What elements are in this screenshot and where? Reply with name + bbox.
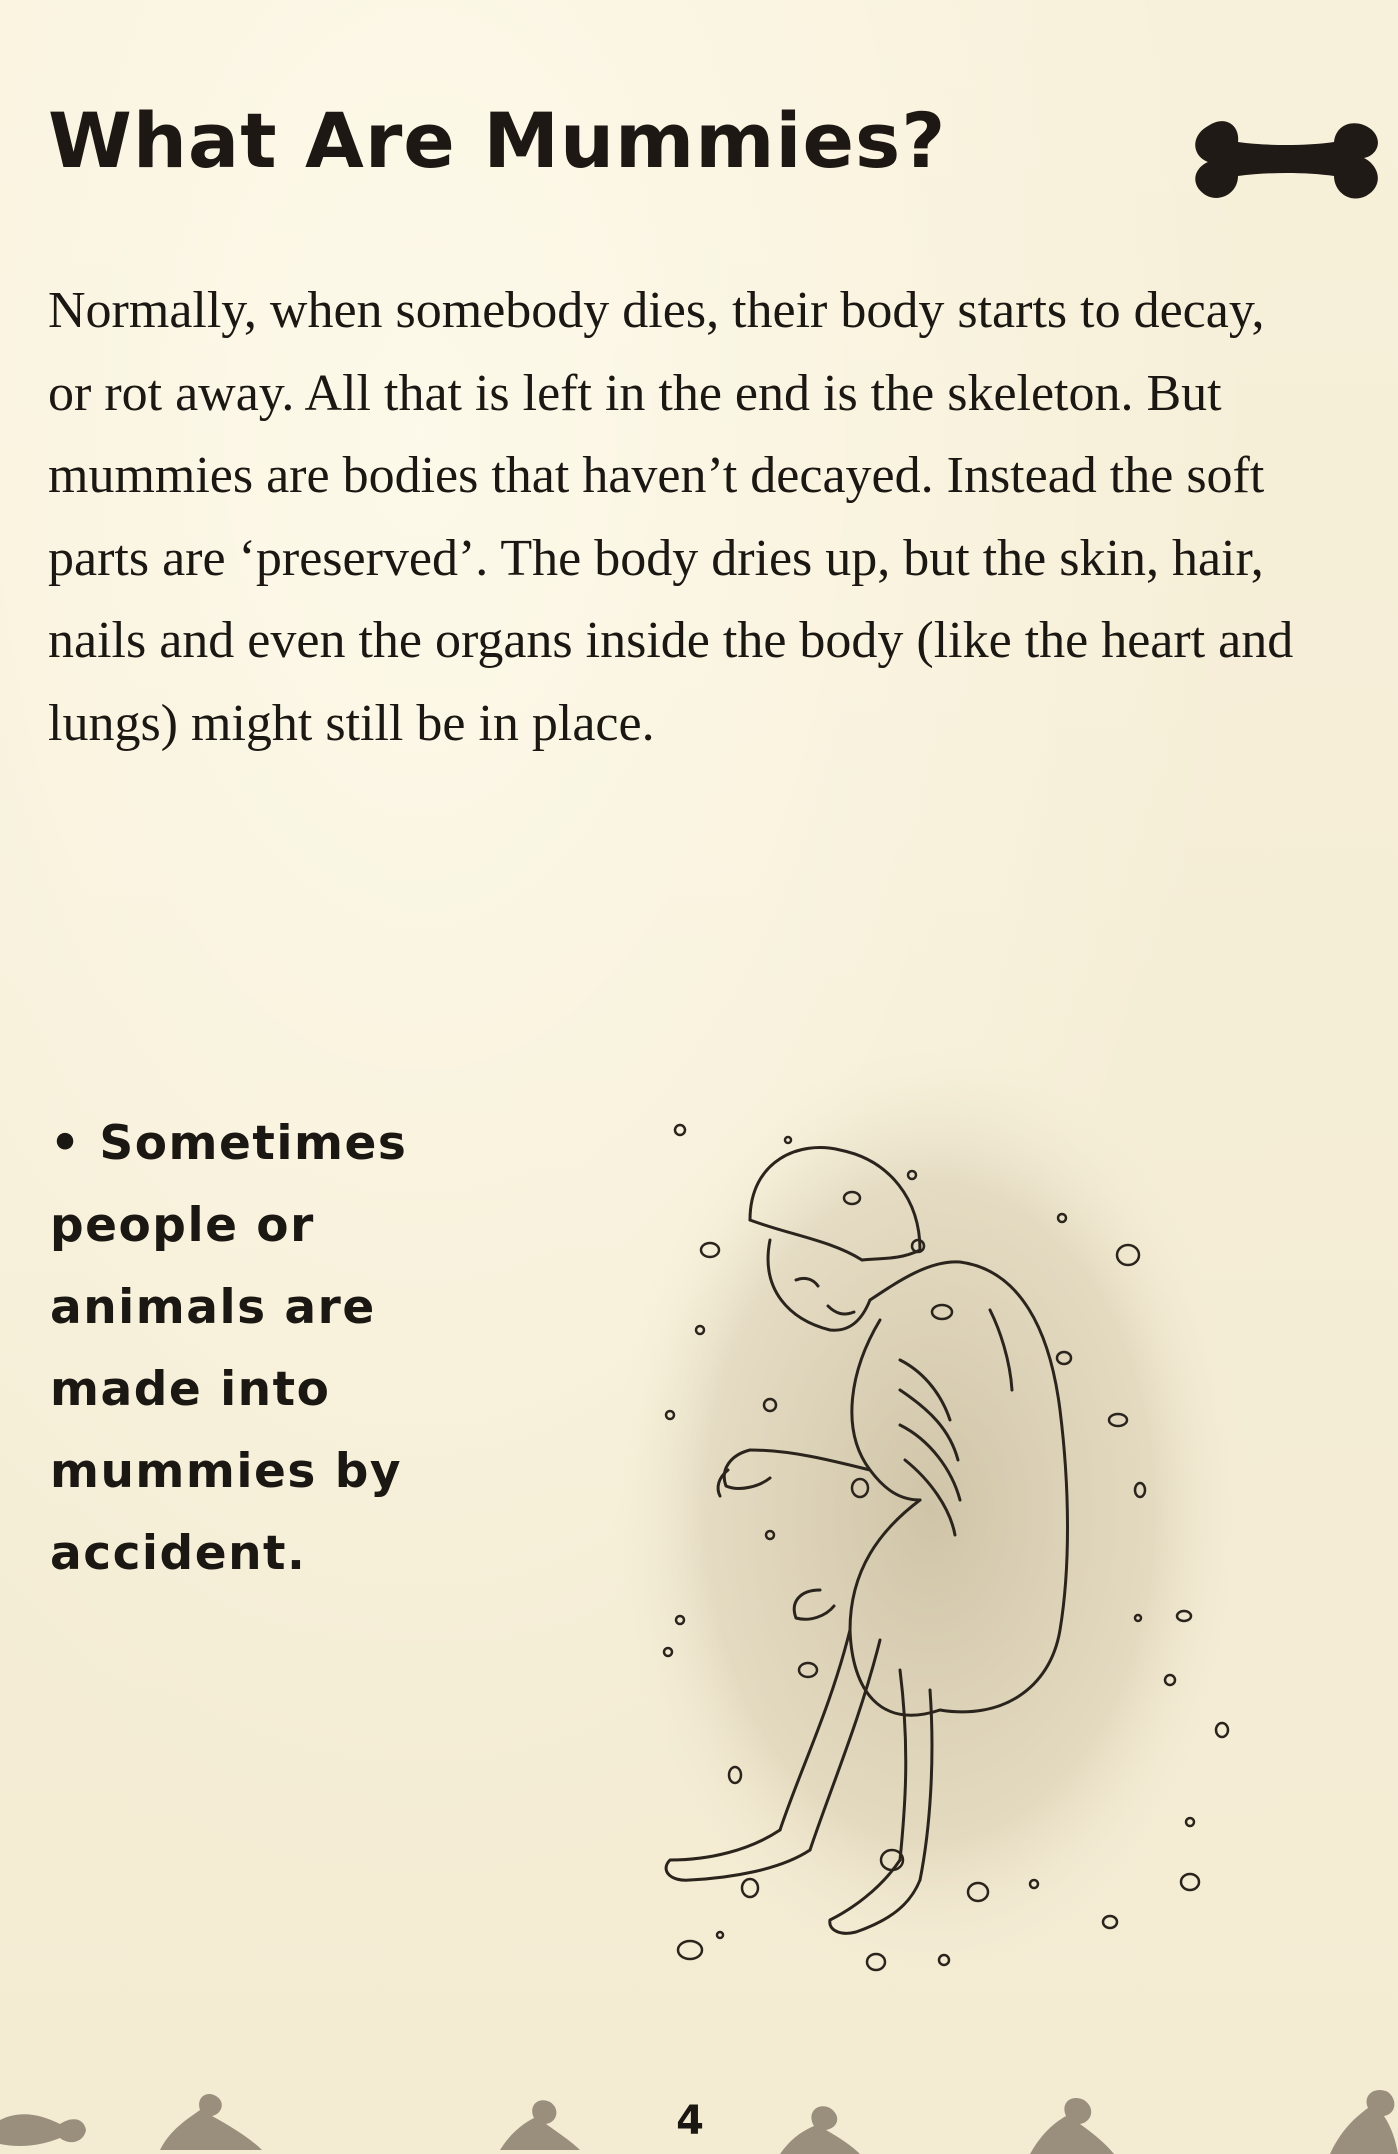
fact-bullet: • xyxy=(50,1116,82,1171)
body-paragraph: Normally, when somebody dies, their body starts to decay, or rot away. All that is left in the end is the skeleton. But mummies are bodies that haven’t decayed. Instead the soft parts are ‘preserved’. The body dries up, but the skin, hair, nails and even the organs inside the body (like the heart and lungs) might still be in place. xyxy=(48,282,1294,752)
bone-icon xyxy=(1330,2090,1398,2154)
bone-icon xyxy=(160,2094,262,2150)
fact-text: Sometimes people or animals are made into mummies by accident. xyxy=(50,1116,408,1581)
page-number: 4 xyxy=(676,2098,704,2144)
page-title: What Are Mummies? xyxy=(48,96,947,185)
bone-icon xyxy=(1030,2098,1114,2154)
bone-icon xyxy=(780,2106,860,2154)
mummified-body-illustration xyxy=(600,1030,1260,1990)
bone-icon xyxy=(1188,112,1384,204)
fact-callout xyxy=(50,1103,470,1595)
bone-icon xyxy=(0,2114,86,2146)
bone-icon xyxy=(500,2100,580,2150)
